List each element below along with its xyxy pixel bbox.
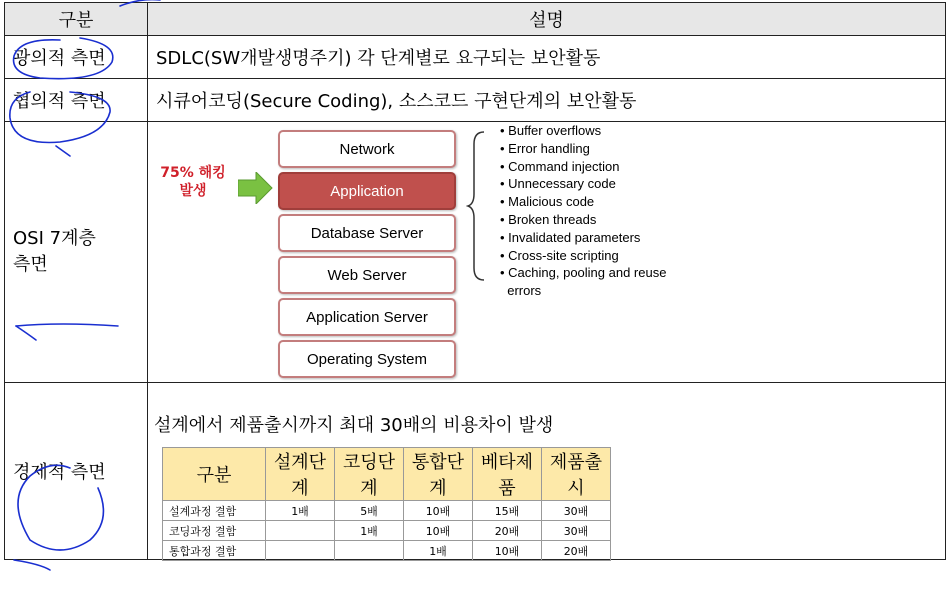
vuln-item: • Malicious code <box>500 193 666 211</box>
cost-cell: 1배 <box>266 501 335 521</box>
table-row <box>163 501 611 521</box>
cost-cell: 30배 <box>542 501 611 521</box>
cost-cell <box>335 541 404 561</box>
cost-table-header <box>163 448 611 501</box>
vulnerability-list <box>500 122 666 300</box>
cost-header-cell: 설계단계 <box>266 448 335 501</box>
cost-cell: 통합과정 결함 <box>163 541 266 561</box>
cost-cell: 1배 <box>404 541 473 561</box>
cost-header-cell: 코딩단계 <box>335 448 404 501</box>
cost-cell: 30배 <box>542 521 611 541</box>
cost-cell: 10배 <box>473 541 542 561</box>
row-broad <box>5 36 946 79</box>
cost-cell: 10배 <box>404 521 473 541</box>
layer-application-server: Application Server <box>278 298 456 336</box>
ink-stroke-econ <box>14 560 50 570</box>
row-econ <box>5 383 946 560</box>
header-description: 설명 <box>148 3 946 36</box>
brace-icon <box>466 130 486 282</box>
econ-content <box>148 383 945 559</box>
row-osi <box>5 122 946 383</box>
cost-cell <box>266 541 335 561</box>
layer-application: Application <box>278 172 456 210</box>
layer-database-server: Database Server <box>278 214 456 252</box>
label-osi <box>5 122 148 383</box>
osi-diagram <box>148 122 945 382</box>
label-osi-line2: 측면 <box>13 254 48 275</box>
cost-cell: 10배 <box>404 501 473 521</box>
desc-narrow: 시큐어코딩(Secure Coding), 소스코드 구현단계의 보안활동 <box>148 79 946 122</box>
osi-diagram-cell <box>148 122 946 383</box>
label-osi-line1: OSI 7계층 <box>13 228 96 249</box>
label-econ: 경제적 측면 <box>5 383 148 560</box>
cost-cell: 1배 <box>335 521 404 541</box>
cost-cell: 20배 <box>473 521 542 541</box>
cost-header-cell: 통합단계 <box>404 448 473 501</box>
cost-cell: 15배 <box>473 501 542 521</box>
hack-label-line2: 발생 <box>179 183 207 199</box>
vuln-item: • Broken threads <box>500 211 666 229</box>
vuln-item: • Cross-site scripting <box>500 247 666 265</box>
cost-table <box>162 447 611 561</box>
cost-cell: 5배 <box>335 501 404 521</box>
label-broad: 광의적 측면 <box>5 36 148 79</box>
cost-header-cell: 구분 <box>163 448 266 501</box>
desc-broad: SDLC(SW개발생명주기) 각 단계별로 요구되는 보안활동 <box>148 36 946 79</box>
hack-label <box>158 164 228 200</box>
hack-label-line1: 75% 해킹 <box>160 165 226 181</box>
vuln-item: • Error handling <box>500 140 666 158</box>
cost-cell: 코딩과정 결함 <box>163 521 266 541</box>
cost-cell <box>266 521 335 541</box>
econ-title: 설계에서 제품출시까지 최대 30배의 비용차이 발생 <box>154 415 554 436</box>
cost-cell: 20배 <box>542 541 611 561</box>
vuln-item: • Caching, pooling and reuse <box>500 264 666 282</box>
header-row <box>5 3 946 36</box>
table-row <box>163 541 611 561</box>
arrow-right-icon <box>238 172 274 204</box>
vuln-item: • Unnecessary code <box>500 175 666 193</box>
cost-cell: 설계과정 결함 <box>163 501 266 521</box>
row-narrow <box>5 79 946 122</box>
main-table <box>4 2 946 560</box>
vuln-item-continuation: errors <box>507 283 542 299</box>
label-narrow: 협의적 측면 <box>5 79 148 122</box>
econ-cell <box>148 383 946 560</box>
cost-header-cell: 제품출시 <box>542 448 611 501</box>
layer-web-server: Web Server <box>278 256 456 294</box>
layer-network: Network <box>278 130 456 168</box>
layer-operating-system: Operating System <box>278 340 456 378</box>
vuln-item: • Invalidated parameters <box>500 229 666 247</box>
table-row <box>163 521 611 541</box>
vuln-item: • Command injection <box>500 158 666 176</box>
vuln-item: • Buffer overflows <box>500 122 666 140</box>
header-category: 구분 <box>5 3 148 36</box>
cost-header-cell: 베타제품 <box>473 448 542 501</box>
